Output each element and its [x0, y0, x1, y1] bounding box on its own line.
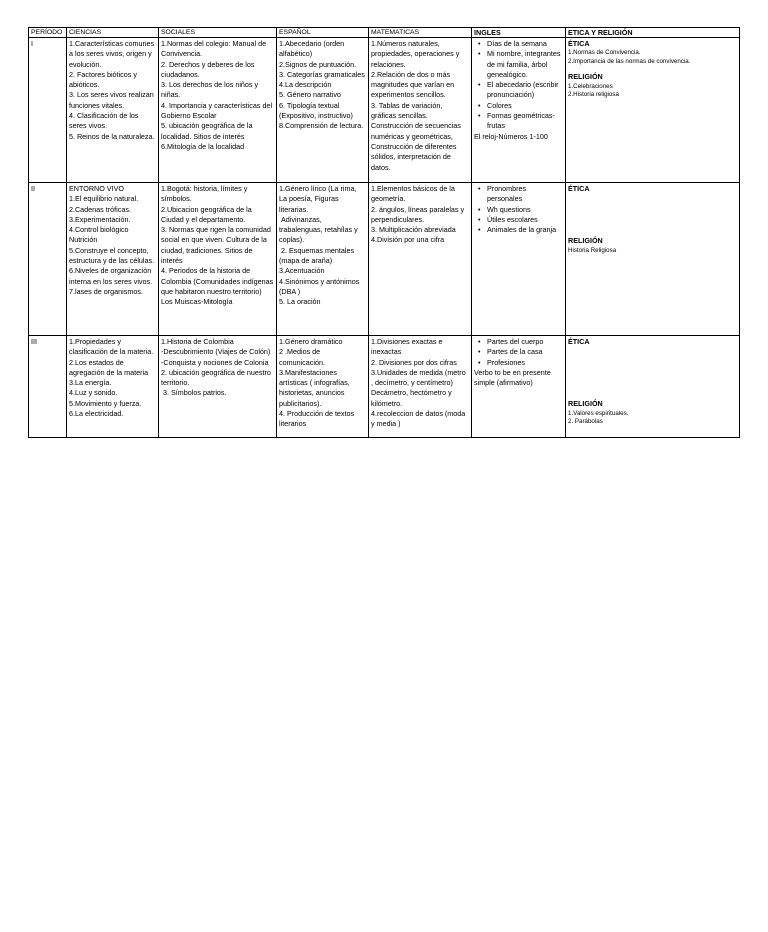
table-row: [29, 183, 740, 336]
cell-periodo: I: [29, 38, 67, 183]
cell-matematicas: [369, 183, 472, 336]
header-row: [29, 28, 740, 38]
espanol-line: 3.Manifestaciones artísticas ( infografías, historietas, anuncios publicitarios).: [279, 367, 352, 408]
matematicas-line: 3.Unidades de medida (metro , decímetro, y centímetro): [371, 367, 468, 388]
matematicas-line: 1.Elementos básicos de la geometría.: [371, 184, 457, 204]
sociales-line: 2.Ubicacion geográfica de la Ciudad y el departamento.: [161, 204, 254, 224]
sociales-line: Los Muiscas-Mitología: [161, 297, 233, 307]
espanol-line: 4. Producción de textos literarios: [279, 409, 357, 429]
sociales-line: 1.Bogotá: historia, límites y símbolos.: [161, 184, 250, 204]
religion-title: RELIGIÓN: [568, 399, 603, 409]
ciencias-line: 5.Movimiento y fuerza.: [69, 398, 142, 408]
cell-ciencias: [67, 183, 159, 336]
cell-etica: [566, 38, 740, 183]
etica-title: ÉTICA: [568, 184, 590, 193]
table-row: [29, 38, 740, 183]
espanol-line: 3. Categorías gramaticales: [279, 69, 365, 79]
espanol-line: 3.Acentuación: [279, 266, 325, 276]
etica-title: ÉTICA: [568, 337, 590, 346]
sociales-line: -Conquista y nociones de Colonia: [161, 357, 269, 367]
cell-ingles: [472, 183, 566, 336]
list-item: • Mi nombre, integrantes de mi familia, árbol genealógico.: [487, 49, 563, 80]
espanol-line: 2. Esquemas mentales (mapa de araña): [279, 245, 357, 266]
list-item: • Días de la semana: [487, 39, 563, 49]
matematicas-line: 2. ángulos, líneas paralelas y perpendiculares.: [371, 204, 467, 224]
ingles-list: [474, 39, 563, 132]
list-item: • Partes del cuerpo: [487, 337, 563, 347]
religion-item: 1.Valores espirituales.: [568, 409, 629, 417]
espanol-line: 4.Sinónimos y antónimos (DBA ): [279, 276, 362, 296]
ciencias-line: 3. Los seres vivos realizan funciones vitales.: [69, 90, 156, 110]
sociales-line: 4. Periodos de la historia de Colombia (Comunidades indígenas que habitaron nuestro territorio): [161, 266, 276, 296]
header-matematicas: MATEMATICAS: [369, 28, 472, 38]
header-periodo: PERÍODO: [29, 28, 67, 38]
etica-item: 1.Normas de Convivencia.: [568, 49, 641, 57]
cell-ingles: [472, 38, 566, 183]
list-item: • Pronombres personales: [487, 184, 563, 205]
religion-item: 2. Parábolas: [568, 418, 603, 426]
ciencias-line: 3.Experimentación.: [69, 214, 131, 224]
cell-ciencias: [67, 336, 159, 438]
sociales-line: 3. Símbolos patrios.: [161, 388, 227, 398]
header-espanol: ESPAÑOL: [277, 28, 369, 38]
ciencias-line: 6.La electricidad.: [69, 409, 124, 419]
ciencias-line: 4.Control biológico: [69, 225, 129, 235]
sociales-line: 1.Normas del colegio: Manual de Convivencia.: [161, 39, 269, 59]
cell-sociales: [159, 336, 277, 438]
ciencias-line: 7.lases de organismos.: [69, 286, 143, 296]
sociales-line: 5. ubicación geográfica de la localidad. Sitios de interés: [161, 121, 255, 141]
matematicas-line: 2.Relación de dos o más magnitudes que varían en experimentos sencillos.: [371, 69, 457, 100]
religion-item: 2.Historia religiosa: [568, 91, 619, 99]
header-etica: ETICA Y RELIGIÓN: [566, 28, 740, 38]
ciencias-line: ENTORNO VIVO: [69, 184, 124, 193]
ingles-list: [474, 184, 563, 235]
header-ingles: INGLES: [472, 28, 566, 38]
ciencias-line: 1.El equilibrio natural.: [69, 194, 139, 204]
list-item: • Profesiones: [487, 358, 563, 368]
table-row: [29, 336, 740, 438]
matematicas-line: 1.Números naturales, propiedades, operaciones y relaciones.: [371, 39, 462, 69]
cell-espanol: [277, 38, 369, 183]
sociales-line: 3. Normas que rigen la comunidad social en que viven. Cultura de la ciudad, tradiciones. Sitios de interés: [161, 225, 273, 266]
ciencias-line: 1.Propiedades y clasificación de la materia.: [69, 337, 154, 357]
cell-matematicas: [369, 336, 472, 438]
ciencias-line: 2. Factores bióticos y abióticos.: [69, 69, 139, 90]
espanol-line: 5. Género narrativo: [279, 90, 341, 100]
espanol-line: 5. La oración: [279, 297, 321, 307]
list-item: • Colores: [487, 101, 563, 111]
ingles-line: Verbo to be en presente simple (afirmativo): [474, 367, 553, 388]
header-ciencias: CIENCIAS: [67, 28, 159, 38]
spacer: [568, 194, 737, 236]
etica-item: 2.Importancia de las normas de convivencia.: [568, 57, 691, 65]
matematicas-line: 4.recoleccion de datos (moda y media ): [371, 409, 468, 429]
espanol-line: Adivinanzas, trabalenguas, retahílas y coplas).: [279, 214, 360, 245]
matematicas-line: Construcción de diferentes sólidos, interpretación de datos.: [371, 141, 459, 172]
cell-ingles: [472, 336, 566, 438]
ingles-line: El reloj-Números 1-100: [474, 131, 548, 141]
sociales-line: 2. Derechos y deberes de los ciudadanos.: [161, 59, 257, 79]
ingles-list: [474, 337, 563, 368]
ciencias-line: 5.Construye el concepto, estructura y de las células.: [69, 245, 155, 266]
ciencias-line: 2.Los estados de agregación de la materia: [69, 357, 149, 377]
spacer: [568, 347, 737, 399]
espanol-line: 1.Género lírico (La rima, La poesía, Figuras literarias.: [279, 184, 359, 214]
religion-title: RELIGIÓN: [568, 236, 603, 246]
espanol-line: 8.Comprensión de lectura.: [279, 121, 364, 131]
matematicas-line: 3. Tablas de variación, gráficas sencillas.: [371, 100, 445, 121]
ciencias-line: 3.La energía.: [69, 378, 112, 388]
sociales-line: 4. Importancia y características del Gobierno Escolar: [161, 100, 275, 121]
header-sociales: SOCIALES: [159, 28, 277, 38]
sociales-line: -Descubrimiento (Viajes de Colón): [161, 347, 271, 357]
espanol-line: 6. Tipología textual (Expositivo, instructivo): [279, 100, 353, 121]
espanol-line: 2.Signos de puntuación.: [279, 59, 357, 69]
matematicas-line: 3. Multiplicación abreviada: [371, 225, 456, 235]
cell-periodo: III: [29, 336, 67, 438]
espanol-line: 4.La descripción: [279, 80, 332, 90]
matematicas-line: 2. Divisiones por dos cifras: [371, 357, 457, 367]
list-item: • Wh questions: [487, 205, 563, 215]
matematicas-line: Construcción de secuencias numéricas y geométricas,: [371, 121, 463, 141]
matematicas-line: Decámetro, hectómetro y kilómetro.: [371, 388, 454, 408]
ciencias-line: 6.Niveles de organización interna en los seres vivos.: [69, 266, 154, 286]
sociales-line: 1.Historia de Colombia: [161, 337, 234, 346]
list-item: • Animales de la granja: [487, 225, 563, 235]
cell-espanol: [277, 336, 369, 438]
list-item: • Útiles escolares: [487, 215, 563, 225]
cell-sociales: [159, 183, 277, 336]
ciencias-line: Nutrición: [69, 235, 98, 245]
religion-item: Historia Religiosa: [568, 246, 617, 254]
cell-espanol: [277, 183, 369, 336]
list-item: • El abecedario (escribir pronunciación): [487, 80, 563, 101]
religion-item: 1.Celebraciones: [568, 82, 613, 90]
cell-matematicas: [369, 38, 472, 183]
ciencias-line: 4.Luz y sonido.: [69, 388, 118, 398]
ciencias-line: 5. Reinos de la naturaleza.: [69, 131, 155, 141]
cell-sociales: [159, 38, 277, 183]
espanol-line: 1.Abecedario (orden alfabético): [279, 39, 347, 59]
cell-periodo: II: [29, 183, 67, 336]
list-item: • Partes de la casa: [487, 347, 563, 357]
cell-etica: [566, 183, 740, 336]
cell-etica: [566, 336, 740, 438]
sociales-line: 6.Mitología de la localidad: [161, 141, 245, 151]
sociales-line: 3. Los derechos de los niños y niñas.: [161, 80, 261, 100]
curriculum-table: [28, 27, 740, 438]
ciencias-line: 4. Clasificación de los seres vivos.: [69, 111, 141, 131]
sociales-line: 2. ubicación geográfica de nuestro territorio.: [161, 367, 273, 388]
cell-ciencias: [67, 38, 159, 183]
list-item: • Formas geométricas-frutas: [487, 111, 563, 132]
matematicas-line: 1.Divisiones exactas e inexactas: [371, 337, 445, 357]
etica-title: ÉTICA: [568, 39, 590, 48]
espanol-line: 1.Género dramático: [279, 337, 343, 346]
religion-title: RELIGIÓN: [568, 72, 603, 82]
espanol-line: 2 .Medios de comunicación.: [279, 347, 325, 367]
ciencias-line: 2.Cadenas tróficas.: [69, 204, 131, 214]
ciencias-line: 1.Características comunes a los seres vivos, origen y evolución.: [69, 39, 157, 69]
matematicas-line: 4.División por una cifra: [371, 235, 445, 245]
